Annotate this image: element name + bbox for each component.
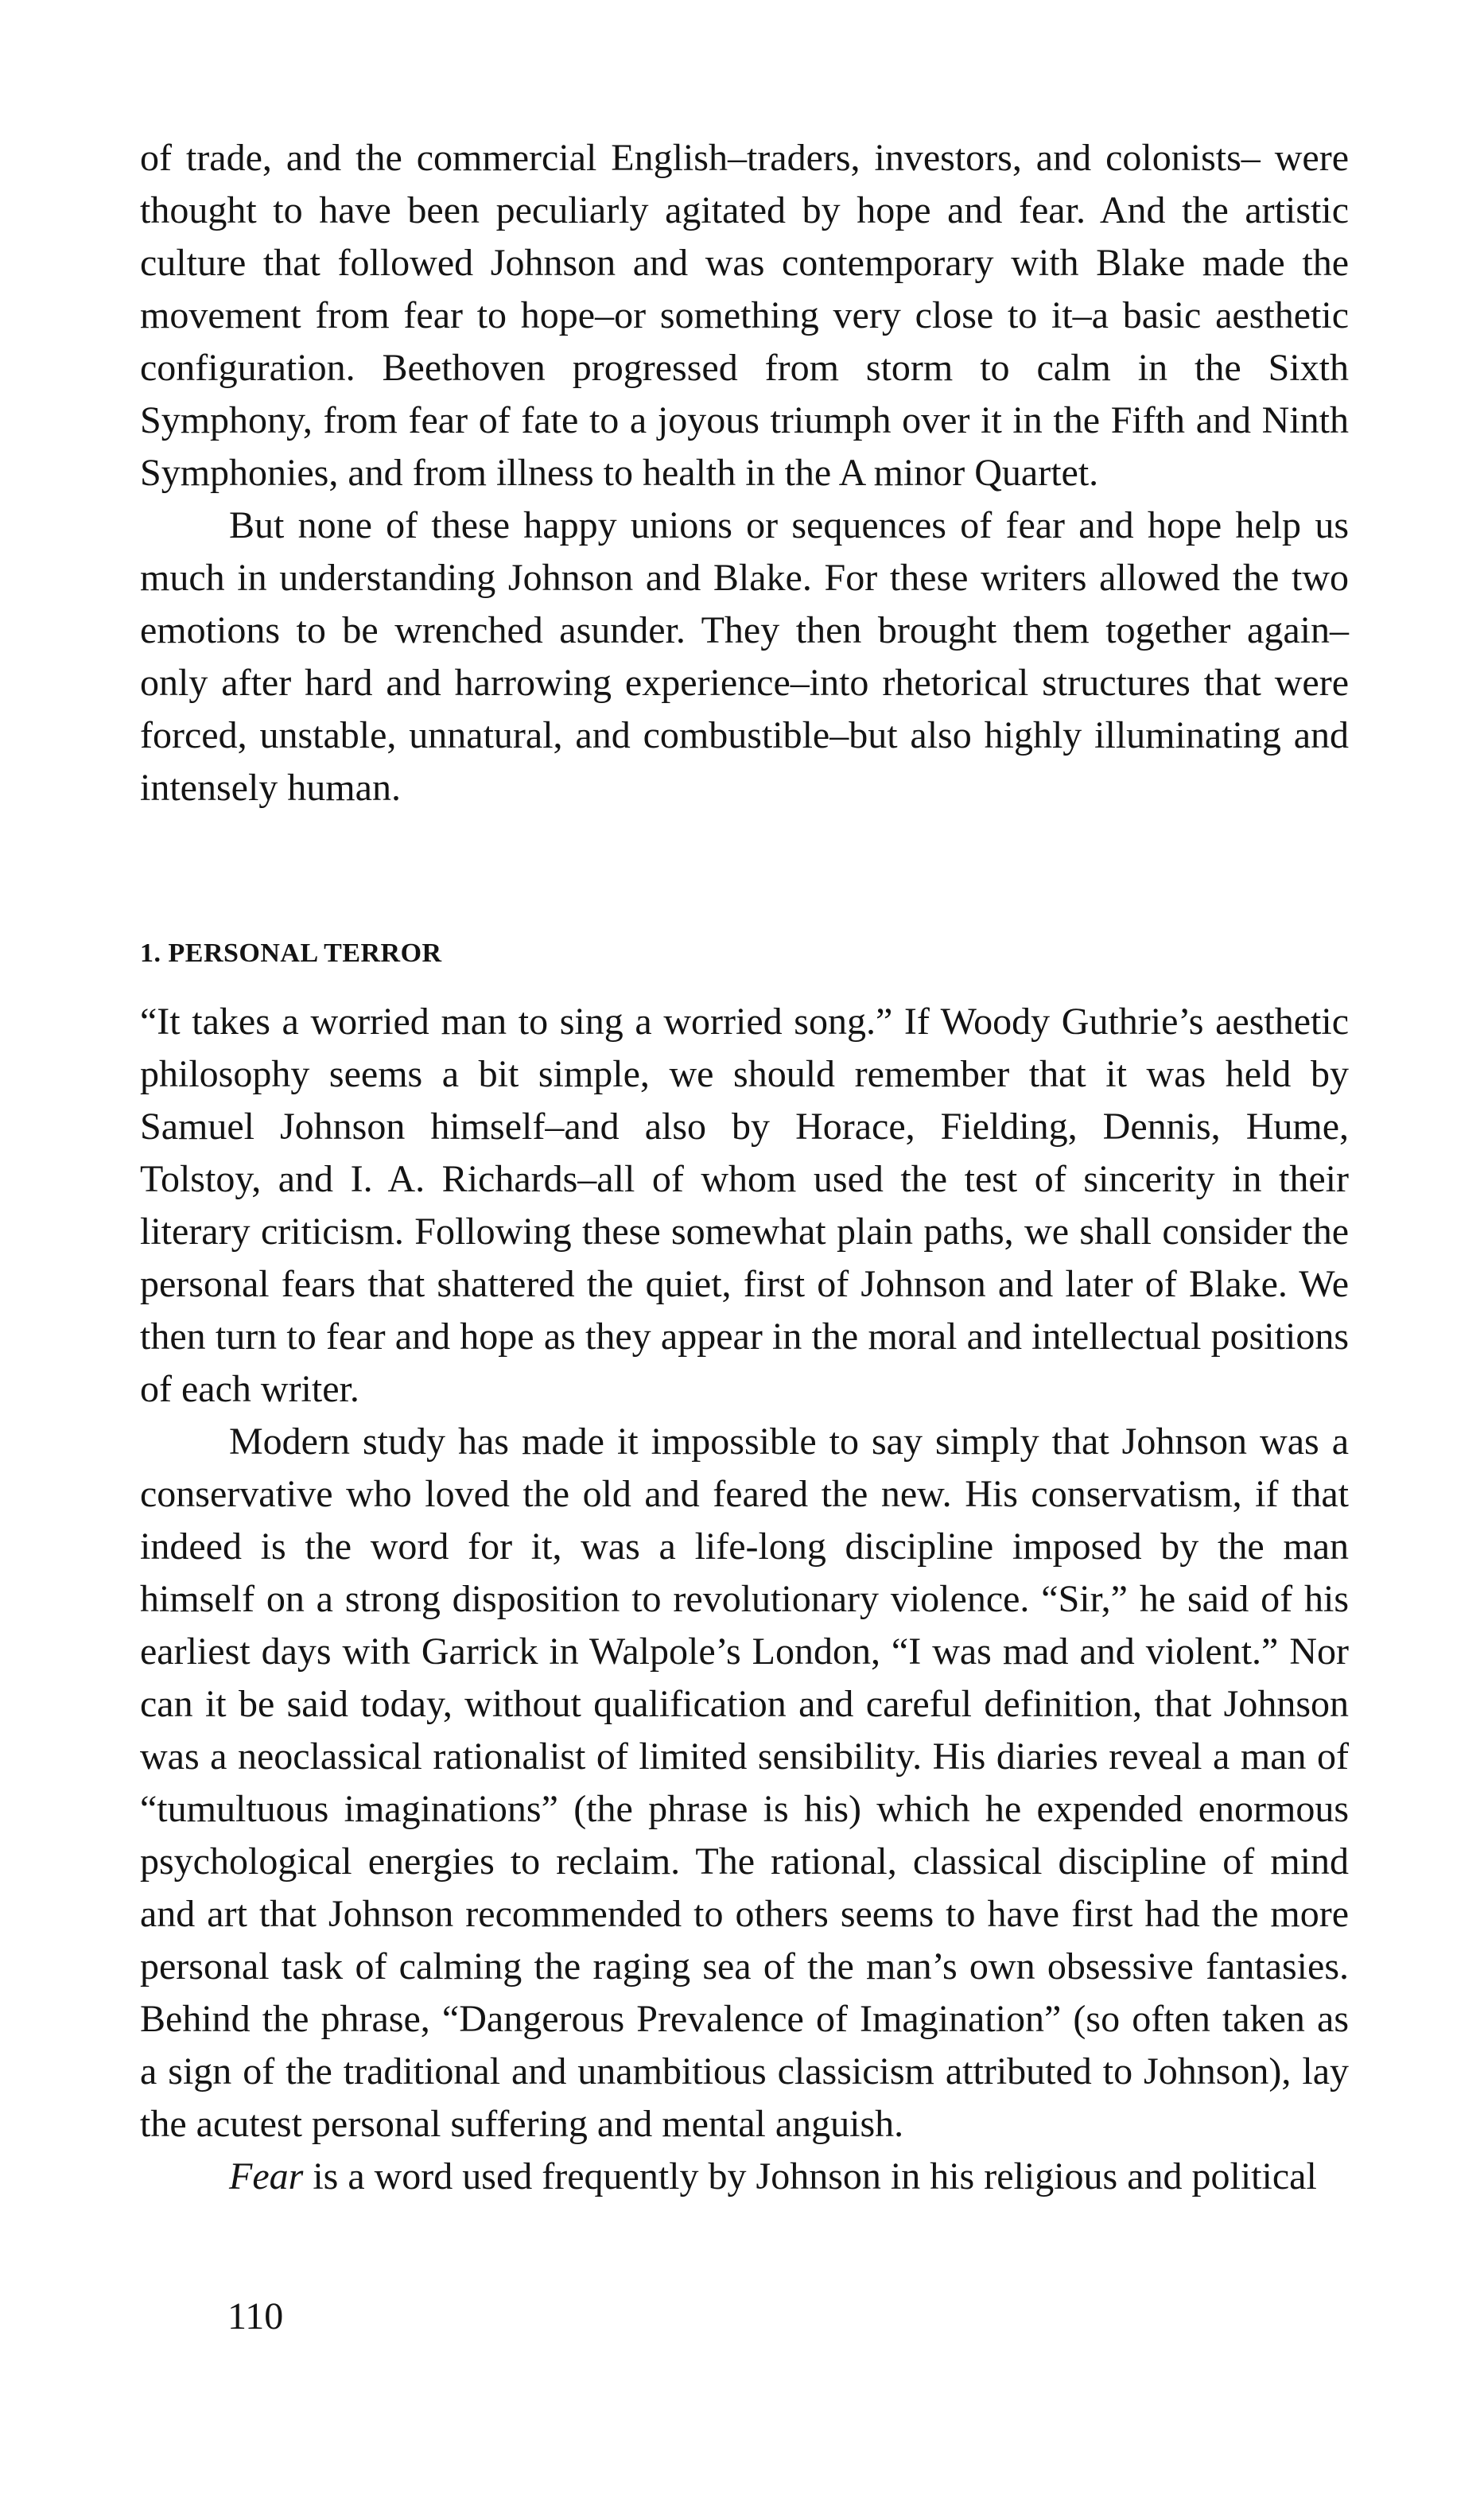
paragraph-fear-word-rest: is a word used frequently by Johnson in his religious and political — [303, 2155, 1317, 2197]
paragraph-worried-man: “It takes a worried man to sing a worried song.” If Woody Guthrie’s aesthetic philosophy seems a bit simple, we should remember that it was held by Samuel Johnson himself–and also by Horace, Fielding, Dennis, Hume, Tolstoy, and I. A. Richards–all of whom used the test of sincerity in their literary criticism. Following these somewhat plain paths, we shall consider the personal fears that shattered the quiet, first of Johnson and later of Blake. We then turn to fear and hope as they appear in the moral and intellectual positions of each writer. — [140, 1001, 1349, 1410]
paragraph-happy-unions: But none of these happy unions or sequences of fear and hope help us much in understanding Johnson and Blake. For these writers allowed the two emotions to be wrenched asunder. They then brought them together again–only after hard and harrowing experience–into rhetorical structures that were forced, unstable, unnatural, and combustible–but also highly illuminating and intensely human. — [140, 504, 1349, 809]
section-text — [140, 996, 1349, 2203]
section-heading: 1. PERSONAL TERROR — [140, 938, 442, 968]
page-number: 110 — [227, 2295, 284, 2337]
italic-word: Fear — [229, 2155, 304, 2197]
opening-text — [140, 132, 1349, 814]
paragraph-fear-word — [140, 2151, 1349, 2203]
paragraph-modern-study: Modern study has made it impossible to say simply that Johnson was a conservative who loved the old and feared the new. His conservatism, if that indeed is the word for it, was a life-long discipline imposed by the man himself on a strong disposition to revolutionary violence. “Sir,” he said of his earliest days with Garrick in Walpole’s London, “I was mad and violent.” Nor can it be said today, without qualification and careful definition, that Johnson was a neoclassical rationalist of limited sensibility. His diaries reveal a man of “tumultuous imaginations” (the phrase is his) which he expended enormous psychological energies to reclaim. The rational, classical discipline of mind and art that Johnson recommended to others seems to have first had the more personal task of calming the raging sea of the man’s own obsessive fantasies. Behind the phrase, “Dangerous Prevalence of Imagination” (so often taken as a sign of the traditional and unambitious classicism attributed to Johnson), lay the acutest personal suffering and mental anguish. — [140, 1420, 1349, 2145]
paragraph-trade-culture: of trade, and the commercial English–traders, investors, and colonists– were thought to have been peculiarly agitated by hope and fear. And the artistic culture that followed Johnson and was contemporary with Blake made the movement from fear to hope–or something very close to it–a basic aesthetic configuration. Beethoven progressed from storm to calm in the Sixth Symphony, from fear of fate to a joyous triumph over it in the Fifth and Ninth Symphonies, and from illness to health in the A minor Quartet. — [140, 137, 1349, 494]
